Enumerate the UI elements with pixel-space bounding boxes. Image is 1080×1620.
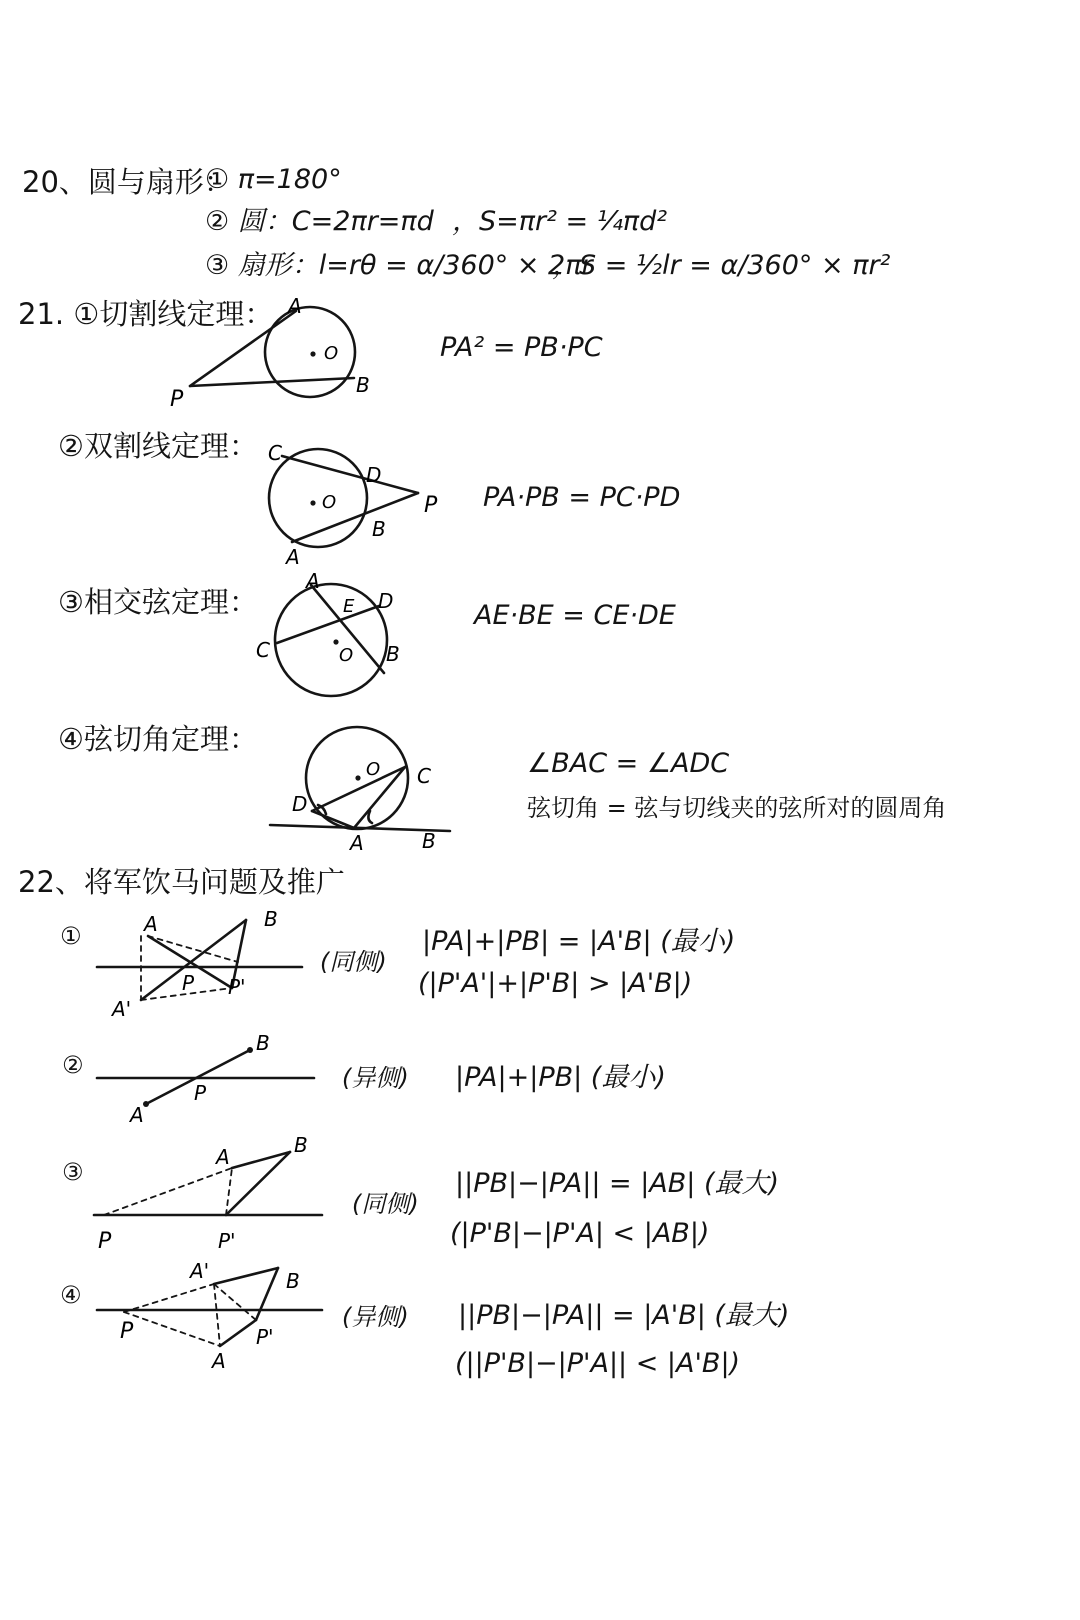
- case-3-side: (同侧): [352, 1190, 419, 1218]
- two-secant-formula: PA·PB = PC·PD: [483, 482, 681, 513]
- label-o: O: [324, 343, 339, 364]
- center-dot: [333, 639, 338, 644]
- label-p: P: [170, 387, 184, 412]
- chord-dc: [312, 767, 405, 811]
- label-a: A: [286, 545, 300, 569]
- tangent-chord-angle-definition: 弦切角 = 弦与切线夹的弦所对的圆周角: [527, 794, 947, 822]
- label-d: D: [292, 792, 308, 816]
- case-1-note: (|P'A'|+|P'B| > |A'B|): [418, 968, 693, 999]
- label-b: B: [422, 829, 436, 853]
- case-4-note: (||P'B|−|P'A|| < |A'B|): [455, 1348, 741, 1379]
- label-o: O: [339, 645, 354, 666]
- intersecting-chords-diagram: [256, 569, 400, 696]
- label-d: D: [378, 589, 394, 613]
- dashed-a-prime-p-prime: [214, 1284, 256, 1320]
- label-p: P: [194, 1081, 207, 1105]
- label-b: B: [286, 1269, 300, 1293]
- segment-a-prime-b: [214, 1268, 278, 1284]
- secant-line-pb: [190, 378, 354, 386]
- chord-cd: [277, 606, 379, 643]
- label-a-prime: A': [112, 997, 132, 1021]
- dashed-p-prime-a: [226, 1168, 232, 1215]
- case-3-number: ③: [62, 1158, 84, 1186]
- case-1-number: ①: [60, 922, 82, 950]
- label-p-prime: P': [256, 1325, 274, 1349]
- label-o: O: [322, 492, 337, 513]
- label-a: A: [288, 294, 302, 318]
- label-p-prime: P': [218, 1229, 236, 1253]
- secant-line-pa: [292, 493, 418, 542]
- dashed-p-a: [124, 1312, 220, 1346]
- segment-a-p-prime: [220, 1320, 256, 1346]
- section-20-title: 20、圆与扇形：: [22, 165, 233, 199]
- case-1-side: (同侧): [320, 948, 387, 976]
- label-a-prime: A': [190, 1259, 210, 1283]
- label-b: B: [386, 642, 400, 666]
- label-a: A: [144, 912, 158, 936]
- case-2-side: (异侧): [342, 1064, 409, 1092]
- label-a: A: [350, 831, 364, 855]
- two-secant-theorem-title: ②双割线定理：: [58, 429, 258, 463]
- dashed-reflection: [214, 1284, 220, 1346]
- sector-area: ，S = ½lr = α/360° × πr²: [552, 250, 891, 281]
- intersecting-chords-formula: AE·BE = CE·DE: [474, 600, 676, 631]
- case-3-note: (|P'B|−|P'A| < |AB|): [450, 1218, 710, 1249]
- circle: [265, 307, 355, 397]
- dashed-p-a-prime: [124, 1284, 214, 1312]
- case-1-formula: |PA|+|PB| = |A'B| (最小): [422, 926, 736, 957]
- label-b: B: [256, 1031, 270, 1055]
- case-2-formula: |PA|+|PB| (最小): [455, 1062, 666, 1093]
- case-4-formula: ||PB|−|PA|| = |A'B| (最大): [458, 1300, 790, 1331]
- case-4-side: (异侧): [342, 1303, 409, 1331]
- label-d: D: [366, 463, 382, 487]
- segment-p-prime-b: [256, 1268, 278, 1320]
- horse-drinking-case-1-diagram: [97, 907, 302, 1021]
- label-a: A: [216, 1145, 230, 1169]
- point-a: [143, 1101, 149, 1107]
- angle-mark-a: [368, 811, 372, 823]
- label-c: C: [268, 441, 282, 465]
- label-p-prime: P': [228, 975, 246, 999]
- pi-equals-180: ① π=180°: [205, 164, 342, 195]
- circle: [275, 584, 387, 696]
- tangent-chord-diagram: [270, 727, 450, 855]
- dashed-p-a: [104, 1168, 232, 1215]
- general-horse-drinking-title: 22、将军饮马问题及推广: [18, 865, 345, 899]
- label-e: E: [343, 596, 355, 617]
- tangent-chord-angle-theorem-title: ④弦切角定理：: [58, 722, 258, 756]
- dashed-a-p: [148, 936, 238, 962]
- label-b: B: [264, 907, 278, 931]
- two-secant-diagram: [268, 441, 438, 569]
- sector-arc-length: ③ 扇形：l=rθ = α/360° × 2πr: [205, 250, 593, 281]
- label-b: B: [294, 1133, 308, 1157]
- tangent-chord-angle-formula: ∠BAC = ∠ADC: [527, 748, 730, 779]
- tangent-secant-diagram: [170, 294, 370, 412]
- horse-drinking-case-4-diagram: [97, 1259, 322, 1373]
- label-p: P: [120, 1319, 134, 1344]
- label-b: B: [356, 373, 370, 397]
- intersecting-chords-theorem-title: ③相交弦定理：: [58, 585, 258, 619]
- label-c: C: [417, 764, 431, 788]
- label-p: P: [424, 493, 438, 518]
- label-o: O: [366, 759, 381, 780]
- label-c: C: [256, 638, 270, 662]
- circle-area: ，S=πr² = ¼πd²: [452, 206, 668, 237]
- tangent-secant-theorem-title: 21. ①切割线定理：: [18, 297, 274, 331]
- tangent-line-pa: [190, 311, 296, 386]
- case-3-formula: ||PB|−|PA|| = |AB| (最大): [455, 1168, 780, 1199]
- case-4-number: ④: [60, 1281, 82, 1309]
- circle-circumference: ② 圆：C=2πr=πd: [205, 206, 434, 237]
- label-a: A: [212, 1349, 226, 1373]
- center-dot: [355, 775, 360, 780]
- label-b: B: [372, 517, 386, 541]
- label-a: A: [130, 1103, 144, 1127]
- label-a: A: [306, 569, 320, 593]
- case-2-number: ②: [62, 1051, 84, 1079]
- horse-drinking-case-3-diagram: [94, 1133, 322, 1254]
- center-dot: [310, 500, 315, 505]
- horse-drinking-case-2-diagram: [97, 1031, 314, 1127]
- label-p: P: [98, 1229, 112, 1254]
- tangent-secant-formula: PA² = PB·PC: [440, 332, 603, 363]
- label-p: P: [182, 971, 195, 995]
- center-dot: [310, 351, 315, 356]
- point-b: [247, 1047, 253, 1053]
